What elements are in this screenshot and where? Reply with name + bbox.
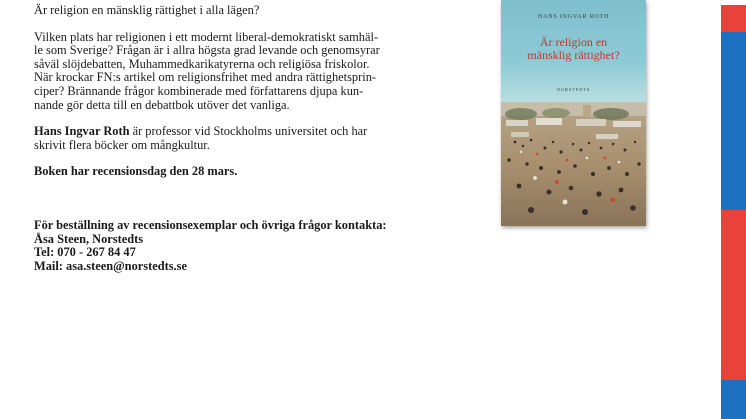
book-cover-sky <box>501 0 646 102</box>
book-cover <box>501 0 646 226</box>
author-bio <box>34 125 444 152</box>
book-description <box>34 31 444 113</box>
contact-heading: För beställning av recensionsexemplar och övriga frågor kontakta: <box>34 217 387 232</box>
stripe-red <box>721 5 746 32</box>
stripe-red <box>721 210 746 380</box>
description-line: nande gör detta till en debattbok utöver det vanliga. <box>34 97 290 112</box>
description-line: När krockar FN:s artikel om religionsfrihet med andra rättighetsprin- <box>34 70 377 85</box>
description-line: Vilken plats har religionen i ett modernt liberal-demokratiskt samhäl- <box>34 29 379 44</box>
stripe-blue <box>721 380 746 419</box>
stripe-blue <box>721 32 746 210</box>
contact-email[interactable]: Mail: asa.steen@norstedts.se <box>34 258 187 273</box>
description-line: ciper? Brännande frågor kombinerade med författarens djupa kun- <box>34 83 364 98</box>
review-date: Boken har recensionsdag den 28 mars. <box>34 164 238 179</box>
market-square-photo <box>501 102 646 226</box>
contact-block <box>34 219 444 273</box>
author-bio-line1: är professor vid Stockholms universitet och har <box>129 124 368 139</box>
author-bio-line2: skrivit flera böcker om mångkultur. <box>34 137 210 152</box>
contact-phone: Tel: 070 - 267 84 47 <box>34 245 136 260</box>
intro-question: Är religion en mänsklig rättighet i alla lägen? <box>34 3 260 17</box>
author-name: Hans Ingvar Roth <box>34 124 130 139</box>
book-cover-publisher: NORSTEDTS <box>556 87 591 92</box>
book-cover-author: HANS INGVAR ROTH <box>537 14 610 20</box>
press-release-text <box>34 4 444 273</box>
description-line: le som Sverige? Frågan är i allra högsta grad levande och genomsyrar <box>34 43 380 58</box>
book-cover-title: Är religion en mänsklig rättighet? <box>527 35 620 62</box>
description-line: såväl slöjdebatten, Muhammedkarikatyrerna och religiösa friskolor. <box>34 56 370 71</box>
contact-name: Åsa Steen, Norstedts <box>34 231 144 246</box>
